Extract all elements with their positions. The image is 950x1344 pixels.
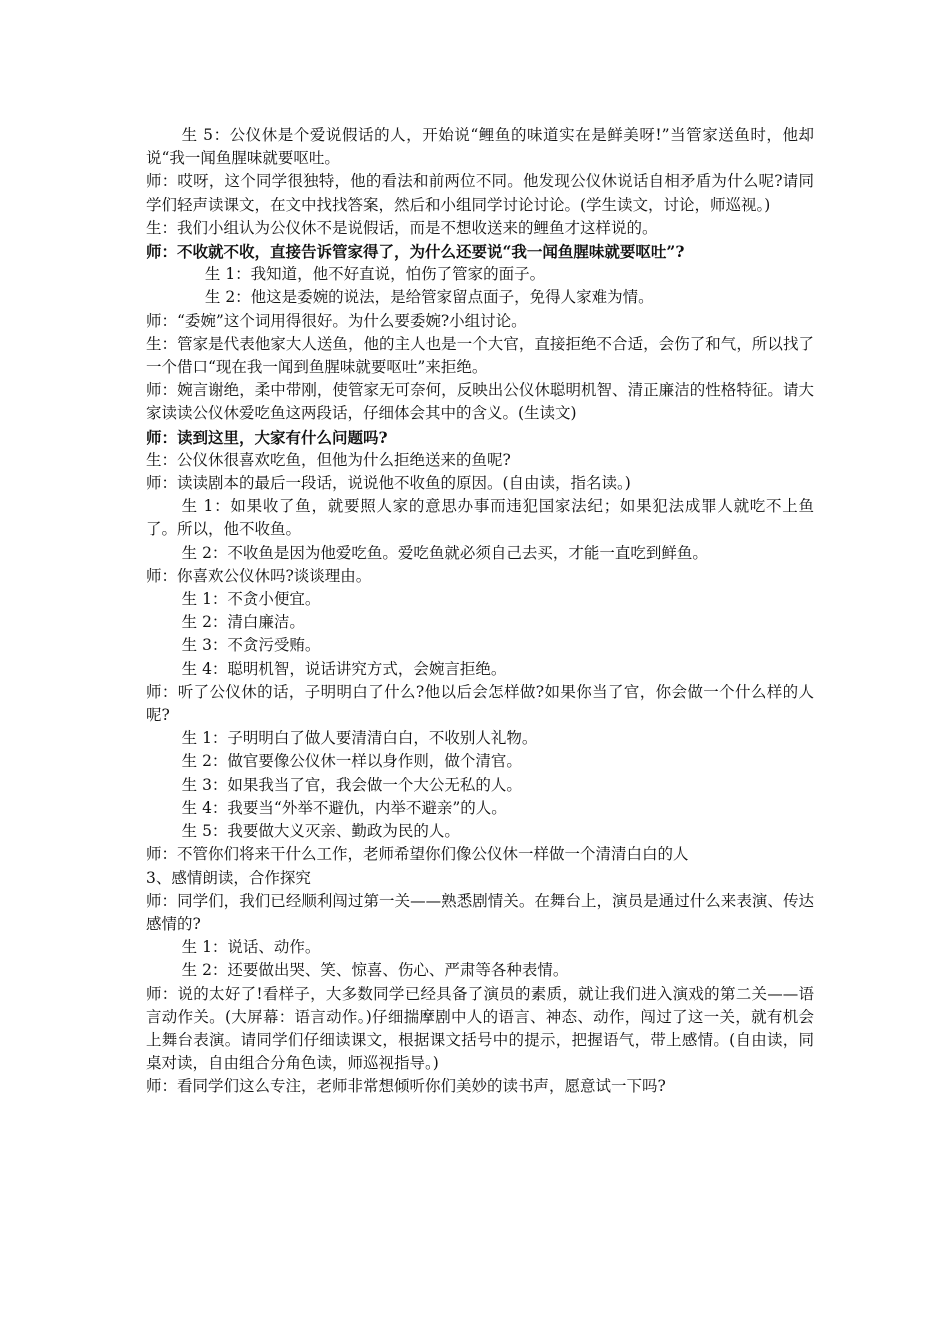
dialogue-paragraph: 师：说的太好了!看样子，大多数同学已经具备了演员的素质，就让我们进入演戏的第二关——语言动作关。(大屏幕：语言动作。)仔细揣摩剧中人的语言、神态、动作，闯过了这一关，就有机会上舞台表演。请同学们仔细读课文，根据课文括号中的提示，把握语气，带上感情。(自由读，同桌对读，自由组合分角色读，师巡视指导。) xyxy=(146,984,814,1073)
dialogue-paragraph: 生 2：他这是委婉的说法，是给管家留点面子，免得人家难为情。 xyxy=(204,288,654,307)
dialogue-paragraph: 生 3：不贪污受贿。 xyxy=(181,636,321,655)
dialogue-paragraph: 3、感情朗读，合作探究 xyxy=(146,868,311,887)
dialogue-paragraph: 师：看同学们这么专注，老师非常想倾听你们美妙的读书声，愿意试一下吗? xyxy=(146,1077,666,1096)
dialogue-paragraph: 师：哎呀，这个同学很独特，他的看法和前两位不同。他发现公仪休说话自相矛盾为什么呢?请同学们轻声读课文，在文中找找答案，然后和小组同学讨论讨论。(学生读文，讨论，师巡视。) xyxy=(146,172,814,214)
dialogue-paragraph: 生 2：还要做出哭、笑、惊喜、伤心、严肃等各种表情。 xyxy=(181,961,569,980)
dialogue-paragraph: 师：你喜欢公仪休吗?谈谈理由。 xyxy=(146,566,372,585)
dialogue-paragraph: 生：公仪休很喜欢吃鱼，但他为什么拒绝送来的鱼呢? xyxy=(146,450,511,469)
dialogue-paragraph: 生 5：我要做大义灭亲、勤政为民的人。 xyxy=(181,822,460,841)
dialogue-paragraph: 师：不管你们将来干什么工作，老师希望你们像公仪休一样做一个清清白白的人 xyxy=(146,845,689,864)
dialogue-paragraph: 生 5：公仪休是个爱说假话的人，开始说“鲤鱼的味道实在是鲜美呀!”当管家送鱼时，他却说“我一闻鱼腥味就要呕吐。 xyxy=(146,126,814,168)
dialogue-paragraph: 师：读读剧本的最后一段话，说说他不收鱼的原因。(自由读，指名读。) xyxy=(146,474,631,493)
dialogue-paragraph: 生 2：做官要像公仪休一样以身作则，做个清官。 xyxy=(181,752,522,771)
dialogue-paragraph: 生 3：如果我当了官，我会做一个大公无私的人。 xyxy=(181,775,522,794)
dialogue-paragraph: 生 1：说话、动作。 xyxy=(181,938,321,957)
dialogue-paragraph: 生 1：如果收了鱼，就要照人家的意思办事而违犯国家法纪；如果犯法成罪人就吃不上鱼了。所以，他不收鱼。 xyxy=(146,497,814,539)
bold-question-paragraph: 师：读到这里，大家有什么问题吗? xyxy=(146,427,388,447)
dialogue-paragraph: 生 1：我知道，他不好直说，怕伤了管家的面子。 xyxy=(204,265,546,284)
bold-question-paragraph: 师：不收就不收，直接告诉管家得了，为什么还要说“我一闻鱼腥味就要呕吐”? xyxy=(146,242,685,262)
dialogue-paragraph: 生：管家是代表他家大人送鱼，他的主人也是一个大官，直接拒绝不合适，会伤了和气，所以找了一个借口“现在我一闻到鱼腥味就要呕吐”来拒绝。 xyxy=(146,334,814,377)
dialogue-paragraph: 师：同学们，我们已经顺利闯过第一关——熟悉剧情关。在舞台上，演员是通过什么来表演、传达感情的? xyxy=(146,891,814,933)
dialogue-paragraph: 师：婉言谢绝，柔中带刚，使管家无可奈何，反映出公仪休聪明机智、清正廉洁的性格特征。请大家读读公仪休爱吃鱼这两段话，仔细体会其中的含义。(生读文) xyxy=(146,381,814,423)
dialogue-paragraph: 生 2：清白廉洁。 xyxy=(181,613,305,632)
dialogue-paragraph: 师：听了公仪休的话，子明明白了什么?他以后会怎样做?如果你当了官，你会做一个什么样的人呢? xyxy=(146,682,814,725)
dialogue-paragraph: 生 1：不贪小便宜。 xyxy=(181,590,321,609)
dialogue-paragraph: 生：我们小组认为公仪休不是说假话，而是不想收送来的鲤鱼才这样说的。 xyxy=(146,218,658,237)
dialogue-paragraph: 生 4：聪明机智，说话讲究方式，会婉言拒绝。 xyxy=(181,659,507,678)
document-body xyxy=(146,124,814,1099)
dialogue-paragraph: 生 1：子明明白了做人要清清白白，不收别人礼物。 xyxy=(181,729,538,748)
dialogue-paragraph: 生 2：不收鱼是因为他爱吃鱼。爱吃鱼就必须自己去买，才能一直吃到鲜鱼。 xyxy=(181,543,708,562)
dialogue-paragraph: 师：“委婉”这个词用得很好。为什么要委婉?小组讨论。 xyxy=(146,311,527,330)
dialogue-paragraph: 生 4：我要当“外举不避仇，内举不避亲”的人。 xyxy=(181,798,507,817)
